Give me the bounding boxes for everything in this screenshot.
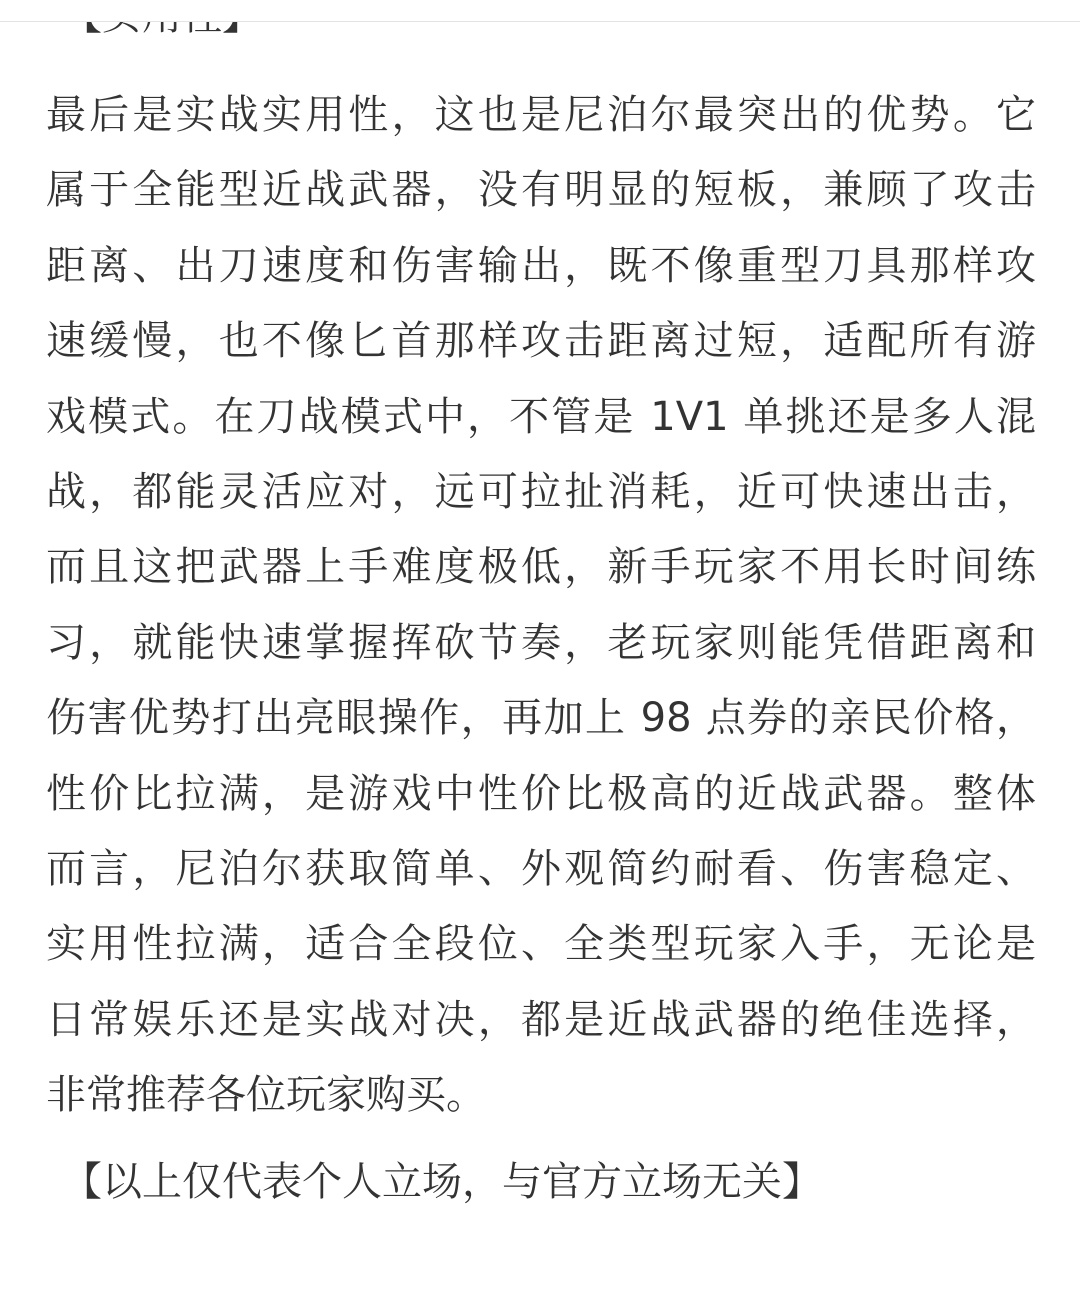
- paragraph-line: 非常推荐各位玩家购买。: [46, 1072, 486, 1119]
- paragraph-line: 而言，尼泊尔获取简单、外观简约耐看、伤害稳定、: [46, 845, 1036, 892]
- paragraph-line: 戏模式。在刀战模式中，不管是 1V1 单挑还是多人混: [46, 393, 1036, 440]
- paragraph-line: 最后是实战实用性，这也是尼泊尔最突出的优势。它: [46, 92, 1036, 138]
- paragraph-line: 性价比拉满，是游戏中性价比极高的近战武器。整体: [46, 770, 1036, 817]
- top-divider: [0, 0, 1080, 22]
- paragraph-line: 速缓慢，也不像匕首那样攻击距离过短，适配所有游: [46, 318, 1036, 365]
- disclaimer-text: 【以上仅代表个人立场，与官方立场无关】: [62, 1159, 822, 1205]
- paragraph-line: 属于全能型近战武器，没有明显的短板，兼顾了攻击: [46, 167, 1036, 214]
- paragraph-line: 实用性拉满，适合全段位、全类型玩家入手，无论是: [46, 921, 1036, 968]
- paragraph-line: 而且这把武器上手难度极低，新手玩家不用长时间练: [46, 544, 1036, 591]
- article-paragraph: [46, 78, 1036, 1133]
- paragraph-line: 伤害优势打出亮眼操作，再加上 98 点券的亲民价格，: [46, 695, 1036, 742]
- paragraph-line: 距离、出刀速度和伤害输出，既不像重型刀具那样攻: [46, 242, 1036, 289]
- paragraph-line: 日常娱乐还是实战对决，都是近战武器的绝佳选择，: [46, 996, 1036, 1043]
- paragraph-line: 习，就能快速掌握挥砍节奏，老玩家则能凭借距离和: [46, 619, 1036, 666]
- paragraph-line: 战，都能灵活应对，远可拉扯消耗，近可快速出击，: [46, 468, 1036, 515]
